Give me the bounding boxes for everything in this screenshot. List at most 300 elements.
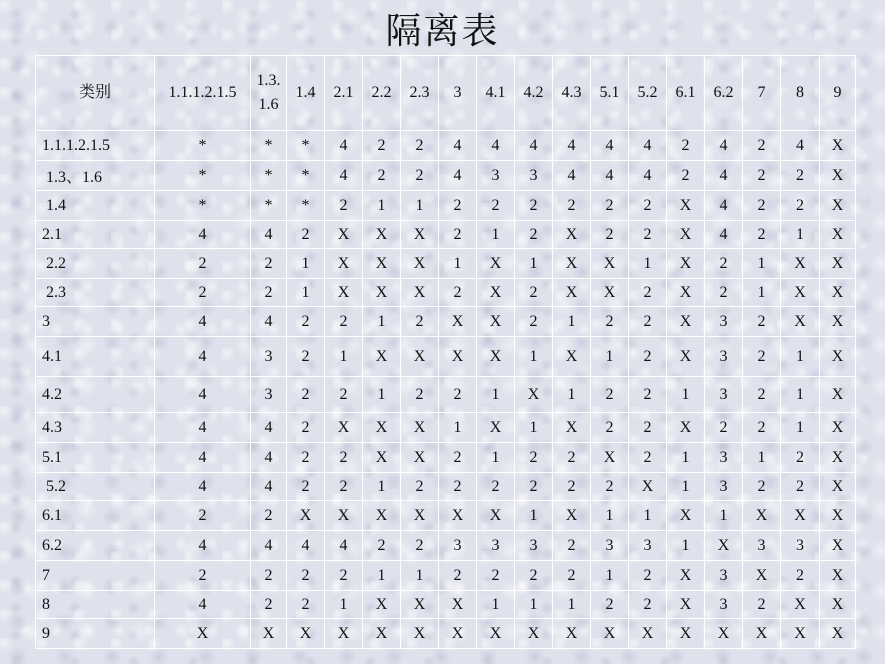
table-cell: * xyxy=(287,131,325,161)
table-cell: X xyxy=(705,531,743,561)
table-cell: 2 xyxy=(781,191,820,221)
table-cell: X xyxy=(401,337,439,377)
table-row xyxy=(36,443,856,473)
table-cell: 4 xyxy=(591,161,629,191)
table-cell: X xyxy=(401,249,439,279)
table-cell: * xyxy=(287,161,325,191)
table-cell: X xyxy=(667,221,705,249)
table-cell: X xyxy=(553,337,591,377)
table-cell: 1 xyxy=(743,249,781,279)
table-cell: X xyxy=(820,337,856,377)
table-cell: X xyxy=(363,279,401,307)
table-cell: 2 xyxy=(251,591,287,619)
table-cell: 4 xyxy=(155,531,251,561)
table-cell: 4 xyxy=(155,307,251,337)
table-row xyxy=(36,501,856,531)
row-header-cell: 6.2 xyxy=(36,531,155,561)
column-header-cell xyxy=(325,56,363,131)
table-cell: 3 xyxy=(515,531,553,561)
table-cell: 2 xyxy=(287,473,325,501)
table-cell: 4 xyxy=(705,191,743,221)
column-header-label: 9 xyxy=(833,84,842,101)
table-cell: 2 xyxy=(743,131,781,161)
table-cell: 1 xyxy=(553,591,591,619)
table-cell: 1 xyxy=(667,531,705,561)
table-cell: X xyxy=(325,413,363,443)
table-cell: X xyxy=(820,191,856,221)
row-header-cell: 1.1.1.2.1.5 xyxy=(36,131,155,161)
table-cell: X xyxy=(781,619,820,649)
header-row xyxy=(36,56,856,131)
row-header-cell: 7 xyxy=(36,561,155,591)
table-cell: 4 xyxy=(553,161,591,191)
table-cell: X xyxy=(401,501,439,531)
table-cell: 2 xyxy=(781,561,820,591)
table-cell: X xyxy=(363,443,401,473)
table-cell: 4 xyxy=(477,131,515,161)
table-cell: 2 xyxy=(743,191,781,221)
table-cell: 2 xyxy=(251,501,287,531)
table-cell: X xyxy=(820,619,856,649)
row-header-cell: 2.2 xyxy=(36,249,155,279)
table-cell: 3 xyxy=(591,531,629,561)
table-cell: X xyxy=(363,249,401,279)
table-cell: 1 xyxy=(363,377,401,413)
column-header-label: 5.2 xyxy=(637,84,658,101)
table-cell: 3 xyxy=(439,531,477,561)
table-cell: X xyxy=(705,619,743,649)
table-cell: 2 xyxy=(553,443,591,473)
table-cell: 2 xyxy=(705,413,743,443)
table-row xyxy=(36,279,856,307)
column-header-cell xyxy=(781,56,820,131)
table-cell: 2 xyxy=(287,413,325,443)
table-cell: 4 xyxy=(515,131,553,161)
table-cell: X xyxy=(439,307,477,337)
table-cell: * xyxy=(287,191,325,221)
row-header-cell: 9 xyxy=(36,619,155,649)
table-cell: 4 xyxy=(251,443,287,473)
table-cell: 2 xyxy=(325,473,363,501)
table-cell: 1 xyxy=(515,501,553,531)
table-cell: X xyxy=(401,279,439,307)
table-cell: X xyxy=(820,307,856,337)
table-cell: 1 xyxy=(439,249,477,279)
table-cell: 1 xyxy=(325,337,363,377)
table-cell: 2 xyxy=(629,561,667,591)
table-row xyxy=(36,337,856,377)
table-cell: 2 xyxy=(401,377,439,413)
table-cell: 2 xyxy=(591,377,629,413)
table-cell: X xyxy=(553,249,591,279)
table-cell: X xyxy=(155,619,251,649)
table-cell: 1 xyxy=(629,249,667,279)
table-cell: 1 xyxy=(439,413,477,443)
table-cell: X xyxy=(820,249,856,279)
table-cell: 2 xyxy=(287,591,325,619)
table-cell: 4 xyxy=(251,221,287,249)
table-cell: 4 xyxy=(439,161,477,191)
column-header-cell xyxy=(287,56,325,131)
table-cell: 2 xyxy=(629,443,667,473)
table-cell: 3 xyxy=(705,307,743,337)
table-cell: 2 xyxy=(515,473,553,501)
table-cell: 4 xyxy=(705,131,743,161)
table-cell: 2 xyxy=(155,501,251,531)
column-header-label: 6.2 xyxy=(713,84,734,101)
table-cell: 2 xyxy=(629,221,667,249)
table-cell: 2 xyxy=(553,531,591,561)
table-cell: X xyxy=(591,249,629,279)
table-cell: X xyxy=(820,531,856,561)
column-header-cell xyxy=(705,56,743,131)
table-cell: X xyxy=(667,591,705,619)
table-cell: X xyxy=(553,221,591,249)
table-cell: X xyxy=(287,501,325,531)
table-cell: 1 xyxy=(515,337,553,377)
table-cell: 1 xyxy=(705,501,743,531)
table-cell: 1 xyxy=(591,501,629,531)
table-cell: 2 xyxy=(743,161,781,191)
table-cell: 3 xyxy=(705,443,743,473)
table-cell: 1 xyxy=(743,443,781,473)
table-cell: 2 xyxy=(287,443,325,473)
table-cell: 4 xyxy=(629,131,667,161)
table-cell: 2 xyxy=(743,377,781,413)
table-cell: 2 xyxy=(515,561,553,591)
column-header-cell xyxy=(515,56,553,131)
column-header-label: 1.3. 1.6 xyxy=(256,72,281,113)
table-cell: 4 xyxy=(251,531,287,561)
table-cell: 2 xyxy=(477,561,515,591)
table-row xyxy=(36,221,856,249)
table-row xyxy=(36,377,856,413)
table-cell: X xyxy=(363,501,401,531)
row-header-cell: 8 xyxy=(36,591,155,619)
page-title: 隔离表 xyxy=(385,11,500,52)
table-cell: X xyxy=(820,591,856,619)
table-cell: 3 xyxy=(743,531,781,561)
table-cell: X xyxy=(667,501,705,531)
table-cell: X xyxy=(820,561,856,591)
table-row xyxy=(36,591,856,619)
column-header-label: 1.4 xyxy=(295,84,316,101)
table-row xyxy=(36,161,856,191)
table-cell: X xyxy=(401,443,439,473)
table-cell: 1 xyxy=(363,307,401,337)
table-cell: 2 xyxy=(629,337,667,377)
column-header-cell xyxy=(820,56,856,131)
table-cell: 2 xyxy=(781,161,820,191)
row-header-cell: 6.1 xyxy=(36,501,155,531)
table-cell: X xyxy=(667,337,705,377)
row-header-cell: 4.2 xyxy=(36,377,155,413)
table-cell: X xyxy=(477,337,515,377)
column-header-cell xyxy=(743,56,781,131)
table-cell: 2 xyxy=(515,279,553,307)
table-cell: 2 xyxy=(705,279,743,307)
table-cell: 2 xyxy=(401,131,439,161)
table-row xyxy=(36,131,856,161)
table-cell: X xyxy=(553,413,591,443)
table-cell: X xyxy=(325,221,363,249)
table-cell: 1 xyxy=(401,191,439,221)
table-cell: X xyxy=(477,307,515,337)
table-cell: 1 xyxy=(515,249,553,279)
table-cell: 4 xyxy=(155,377,251,413)
row-header-cell: 4.3 xyxy=(36,413,155,443)
table-cell: X xyxy=(820,161,856,191)
table-cell: 2 xyxy=(629,413,667,443)
table-cell: 2 xyxy=(591,473,629,501)
table-cell: X xyxy=(363,337,401,377)
table-cell: 4 xyxy=(155,337,251,377)
column-header-cell xyxy=(553,56,591,131)
table-cell: X xyxy=(820,413,856,443)
table-cell: X xyxy=(553,619,591,649)
column-header-label: 1.1.1.2.1.5 xyxy=(168,84,237,101)
table-cell: 4 xyxy=(251,413,287,443)
table-cell: 1 xyxy=(363,473,401,501)
table-cell: X xyxy=(477,501,515,531)
table-cell: 3 xyxy=(629,531,667,561)
table-cell: X xyxy=(820,443,856,473)
table-cell: 2 xyxy=(439,443,477,473)
table-cell: X xyxy=(401,591,439,619)
table-cell: 2 xyxy=(401,473,439,501)
table-cell: 2 xyxy=(287,221,325,249)
table-cell: 2 xyxy=(439,279,477,307)
column-header-cell xyxy=(591,56,629,131)
table-cell: X xyxy=(820,221,856,249)
column-header-cell xyxy=(155,56,251,131)
table-cell: X xyxy=(515,377,553,413)
table-cell: 1 xyxy=(477,443,515,473)
table-cell: 2 xyxy=(251,561,287,591)
table-cell: 4 xyxy=(781,131,820,161)
column-header-cell xyxy=(251,56,287,131)
table-cell: 1 xyxy=(591,561,629,591)
row-header-cell: 3 xyxy=(36,307,155,337)
table-cell: 4 xyxy=(325,161,363,191)
table-cell: 2 xyxy=(515,221,553,249)
table-cell: * xyxy=(155,161,251,191)
column-header-label: 4.2 xyxy=(523,84,544,101)
table-cell: 4 xyxy=(251,307,287,337)
table-cell: 2 xyxy=(251,249,287,279)
table-cell: 2 xyxy=(325,377,363,413)
table-cell: 1 xyxy=(667,443,705,473)
table-cell: X xyxy=(477,279,515,307)
table-cell: 2 xyxy=(743,591,781,619)
table-row xyxy=(36,473,856,501)
table-cell: 1 xyxy=(401,561,439,591)
table-cell: X xyxy=(820,131,856,161)
column-header-label: 2.1 xyxy=(333,84,354,101)
table-cell: X xyxy=(363,221,401,249)
table-cell: 2 xyxy=(363,161,401,191)
table-cell: X xyxy=(287,619,325,649)
table-cell: 4 xyxy=(287,531,325,561)
table-cell: 2 xyxy=(781,473,820,501)
row-header-cell: 2.3 xyxy=(36,279,155,307)
table-cell: 2 xyxy=(591,591,629,619)
table-cell: X xyxy=(820,279,856,307)
table-cell: 2 xyxy=(439,377,477,413)
table-cell: X xyxy=(667,279,705,307)
table-cell: 4 xyxy=(155,591,251,619)
table-cell: 1 xyxy=(363,191,401,221)
table-cell: X xyxy=(401,221,439,249)
table-cell: 1 xyxy=(743,279,781,307)
table-cell: 2 xyxy=(325,561,363,591)
table-cell: X xyxy=(820,473,856,501)
table-cell: 3 xyxy=(251,337,287,377)
table-cell: 3 xyxy=(705,591,743,619)
table-cell: 1 xyxy=(667,473,705,501)
table-cell: 2 xyxy=(743,413,781,443)
column-header-cell xyxy=(363,56,401,131)
table-cell: 4 xyxy=(251,473,287,501)
isolation-table xyxy=(35,55,856,649)
table-cell: 2 xyxy=(781,443,820,473)
table-cell: 2 xyxy=(515,307,553,337)
table-cell: 2 xyxy=(325,307,363,337)
table-cell: * xyxy=(155,191,251,221)
column-header-label: 8 xyxy=(796,84,804,101)
table-cell: 2 xyxy=(287,337,325,377)
table-cell: 1 xyxy=(781,337,820,377)
table-cell: 2 xyxy=(401,307,439,337)
table-cell: X xyxy=(477,413,515,443)
table-cell: 2 xyxy=(287,307,325,337)
column-header-cell xyxy=(629,56,667,131)
table-cell: X xyxy=(591,279,629,307)
table-cell: * xyxy=(251,191,287,221)
table-cell: 1 xyxy=(667,377,705,413)
table-cell: 2 xyxy=(629,279,667,307)
table-cell: X xyxy=(820,377,856,413)
table-cell: 1 xyxy=(325,591,363,619)
table-cell: X xyxy=(629,619,667,649)
column-header-label: 6.1 xyxy=(675,84,696,101)
table-cell: X xyxy=(325,279,363,307)
table-cell: 4 xyxy=(155,473,251,501)
table-cell: 1 xyxy=(553,307,591,337)
table-cell: 2 xyxy=(591,221,629,249)
table-cell: X xyxy=(477,249,515,279)
table-cell: 2 xyxy=(287,377,325,413)
table-cell: 2 xyxy=(439,473,477,501)
table-cell: 4 xyxy=(629,161,667,191)
table-cell: 2 xyxy=(629,307,667,337)
table-cell: 2 xyxy=(401,531,439,561)
table-cell: X xyxy=(743,561,781,591)
table-cell: 3 xyxy=(477,531,515,561)
table-cell: 4 xyxy=(155,221,251,249)
table-cell: 2 xyxy=(155,279,251,307)
row-header-cell: 1.3、1.6 xyxy=(36,161,155,191)
table-cell: 3 xyxy=(705,337,743,377)
table-row xyxy=(36,191,856,221)
row-header-cell: 4.1 xyxy=(36,337,155,377)
table-row xyxy=(36,307,856,337)
table-cell: 3 xyxy=(705,473,743,501)
table-cell: X xyxy=(439,619,477,649)
table-cell: X xyxy=(629,473,667,501)
table-cell: 2 xyxy=(553,191,591,221)
row-header-cell: 2.1 xyxy=(36,221,155,249)
table-cell: X xyxy=(553,501,591,531)
table-cell: * xyxy=(251,161,287,191)
table-cell: 4 xyxy=(591,131,629,161)
table-cell: 4 xyxy=(325,531,363,561)
table-cell: X xyxy=(781,249,820,279)
table-cell: 2 xyxy=(515,443,553,473)
table-cell: 2 xyxy=(439,191,477,221)
table-cell: X xyxy=(553,279,591,307)
table-cell: X xyxy=(820,501,856,531)
column-header-label: 7 xyxy=(757,84,766,101)
table-cell: 4 xyxy=(705,221,743,249)
table-cell: 1 xyxy=(781,377,820,413)
table-row xyxy=(36,531,856,561)
table-cell: 2 xyxy=(743,337,781,377)
table-cell: 3 xyxy=(515,161,553,191)
table-cell: 1 xyxy=(477,591,515,619)
table-cell: X xyxy=(477,619,515,649)
table-row xyxy=(36,413,856,443)
table-cell: 3 xyxy=(705,377,743,413)
table-cell: 2 xyxy=(743,473,781,501)
table-cell: 1 xyxy=(515,413,553,443)
row-header-cell: 5.1 xyxy=(36,443,155,473)
table-cell: 2 xyxy=(591,413,629,443)
table-cell: X xyxy=(667,307,705,337)
table-cell: 2 xyxy=(553,473,591,501)
column-header-label: 3 xyxy=(453,84,462,101)
table-cell: 4 xyxy=(155,413,251,443)
table-cell: 4 xyxy=(553,131,591,161)
table-cell: 1 xyxy=(363,561,401,591)
table-cell: 2 xyxy=(439,561,477,591)
table-cell: 1 xyxy=(629,501,667,531)
table-cell: X xyxy=(439,337,477,377)
table-cell: 3 xyxy=(477,161,515,191)
table-cell: 2 xyxy=(591,191,629,221)
table-cell: X xyxy=(743,501,781,531)
table-cell: X xyxy=(591,443,629,473)
table-cell: X xyxy=(781,501,820,531)
table-cell: 4 xyxy=(439,131,477,161)
table-cell: 2 xyxy=(325,191,363,221)
table-cell: 4 xyxy=(705,161,743,191)
table-cell: X xyxy=(363,413,401,443)
table-cell: 2 xyxy=(439,221,477,249)
table-cell: 2 xyxy=(553,561,591,591)
corner-header-cell: 类别 xyxy=(36,56,155,131)
table-cell: 2 xyxy=(477,473,515,501)
table-cell: 2 xyxy=(743,307,781,337)
table-cell: 2 xyxy=(667,131,705,161)
column-header-label: 4.3 xyxy=(561,84,582,101)
table-cell: X xyxy=(781,591,820,619)
table-cell: 4 xyxy=(325,131,363,161)
table-cell: 1 xyxy=(591,337,629,377)
table-cell: 2 xyxy=(743,221,781,249)
table-cell: 2 xyxy=(629,377,667,413)
row-header-cell: 5.2 xyxy=(36,473,155,501)
